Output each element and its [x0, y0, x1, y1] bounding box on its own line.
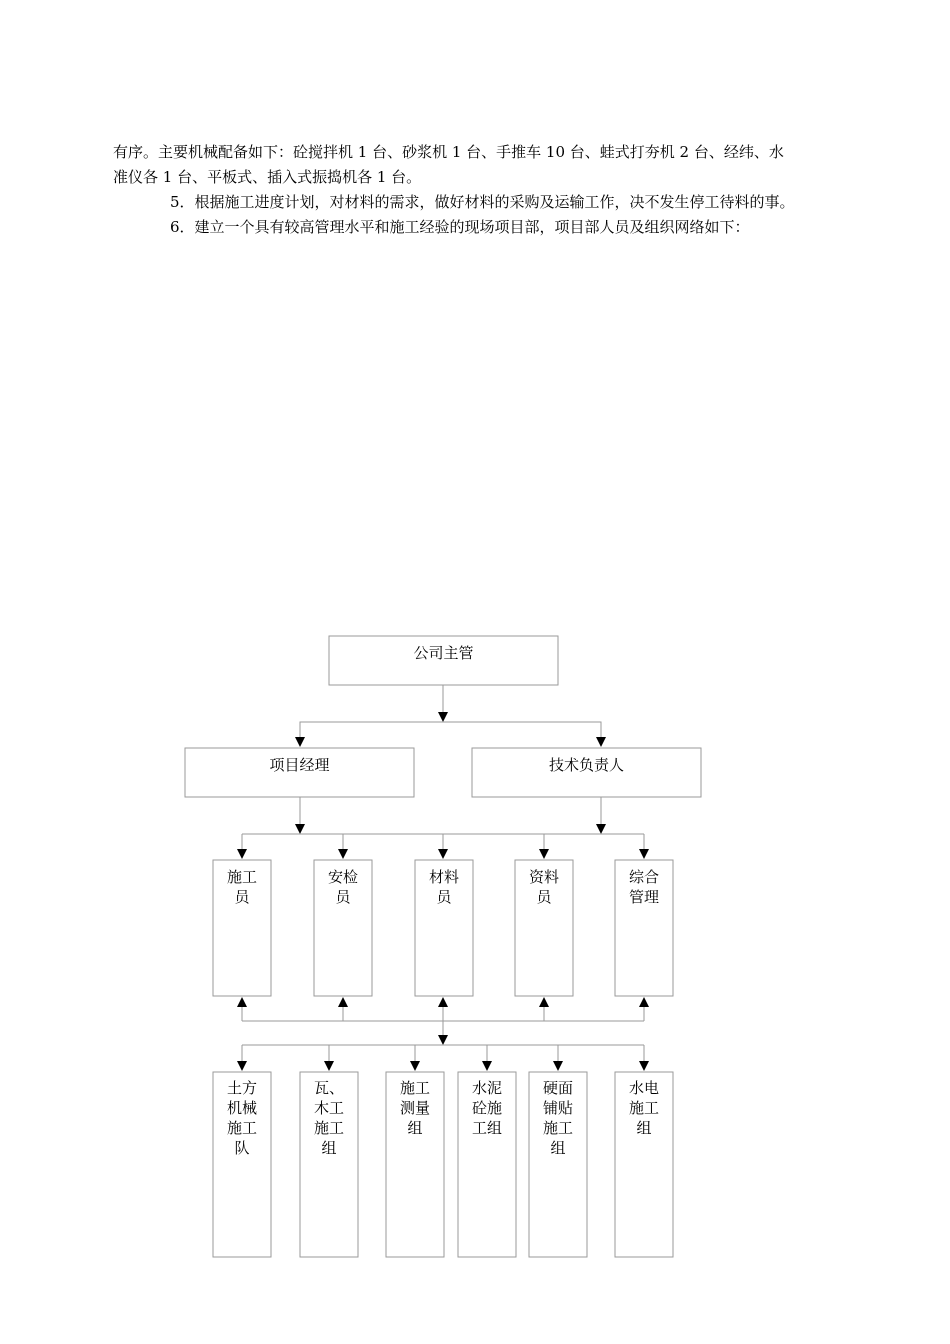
- arrow-down-icon: [553, 1061, 563, 1071]
- arrow-up-icon: [338, 997, 348, 1007]
- arrow-down-icon: [596, 737, 606, 747]
- list-item-6: 6．建立一个具有较高管理水平和施工经验的现场项目部，项目部人员及组织网络如下：: [170, 218, 750, 236]
- arrow-up-icon: [539, 997, 549, 1007]
- arrow-down-icon: [338, 849, 348, 859]
- arrow-down-icon: [324, 1061, 334, 1071]
- arrow-down-icon: [639, 849, 649, 859]
- org-label-level4: 水电 施工 组: [628, 1079, 659, 1137]
- org-label-technical-lead: 技术负责人: [548, 756, 624, 774]
- arrow-down-icon: [438, 712, 448, 722]
- arrow-down-icon: [438, 849, 448, 859]
- paragraph-line: 有序。主要机械配备如下：砼搅拌机 1 台、砂浆机 1 台、手推车 10 台、蛙式打夯机 2 台、经纬、水: [113, 143, 784, 161]
- org-label-project-manager: 项目经理: [269, 756, 330, 774]
- org-label-level3: 施工 员: [226, 868, 257, 906]
- arrow-down-icon: [410, 1061, 420, 1071]
- arrow-down-icon: [295, 737, 305, 747]
- org-label-top: 公司主管: [413, 644, 474, 662]
- arrow-up-icon: [438, 997, 448, 1007]
- arrow-down-icon: [237, 849, 247, 859]
- arrow-down-icon: [438, 1035, 448, 1045]
- arrow-up-icon: [237, 997, 247, 1007]
- arrow-down-icon: [482, 1061, 492, 1071]
- org-label-level4: 硬面 铺贴 施工 组: [542, 1079, 573, 1157]
- arrow-down-icon: [639, 1061, 649, 1071]
- arrow-down-icon: [295, 824, 305, 834]
- org-label-level3: 综合 管理: [628, 868, 659, 906]
- org-label-level3: 材料 员: [428, 868, 459, 906]
- org-label-level4: 土方 机械 施工 队: [226, 1079, 257, 1157]
- org-label-level3: 安检 员: [327, 868, 358, 906]
- paragraph-line: 准仪各 1 台、平板式、插入式振捣机各 1 台。: [113, 168, 422, 186]
- org-label-level4: 施工 测量 组: [399, 1079, 430, 1137]
- org-label-level3: 资料 员: [528, 868, 559, 906]
- org-label-level4: 水泥 砼施 工组: [471, 1079, 502, 1137]
- org-label-level4: 瓦、 木工 施工 组: [313, 1079, 344, 1157]
- list-item-5: 5．根据施工进度计划，对材料的需求，做好材料的采购及运输工作，决不发生停工待料的事。: [170, 193, 795, 211]
- arrow-down-icon: [596, 824, 606, 834]
- arrow-up-icon: [639, 997, 649, 1007]
- arrow-down-icon: [237, 1061, 247, 1071]
- arrow-down-icon: [539, 849, 549, 859]
